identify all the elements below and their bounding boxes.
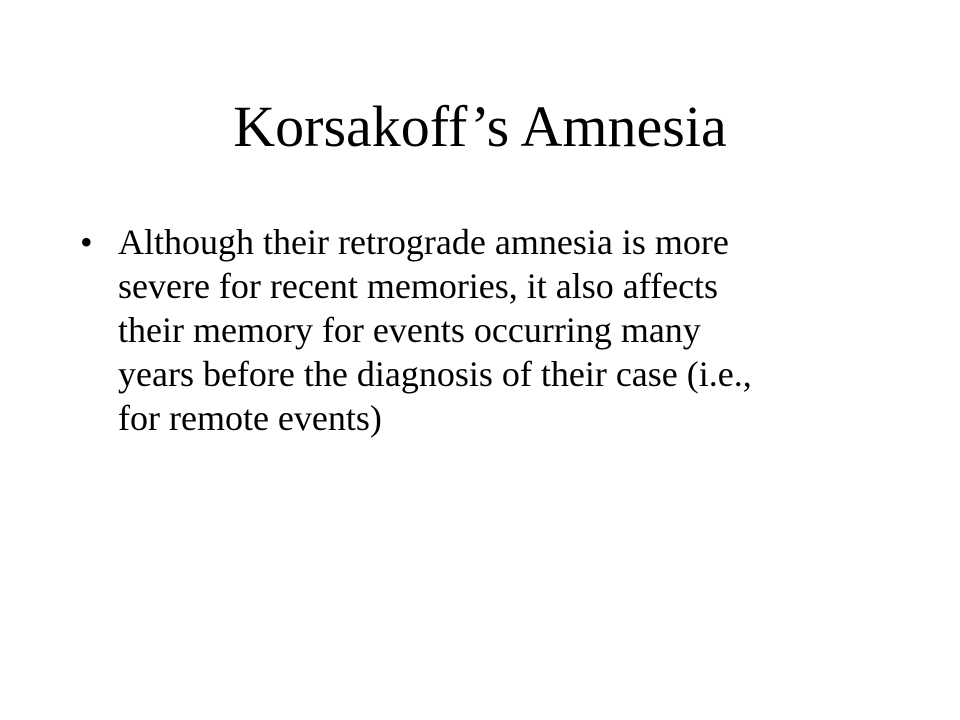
bullet-item	[80, 220, 900, 440]
bullet-text-line-1: Although their retrograde amnesia is more	[118, 222, 729, 262]
bullet-text-line-5: for remote events)	[118, 398, 382, 438]
bullet-text-line-2: severe for recent memories, it also affects	[118, 266, 719, 306]
bullet-marker: •	[80, 222, 93, 262]
bullet-list	[80, 220, 900, 440]
bullet-text-line-3: their memory for events occurring many	[118, 310, 701, 350]
bullet-text-line-4: years before the diagnosis of their case (i.e.,	[118, 354, 752, 394]
slide-title: Korsakoff’s Amnesia	[233, 94, 727, 159]
